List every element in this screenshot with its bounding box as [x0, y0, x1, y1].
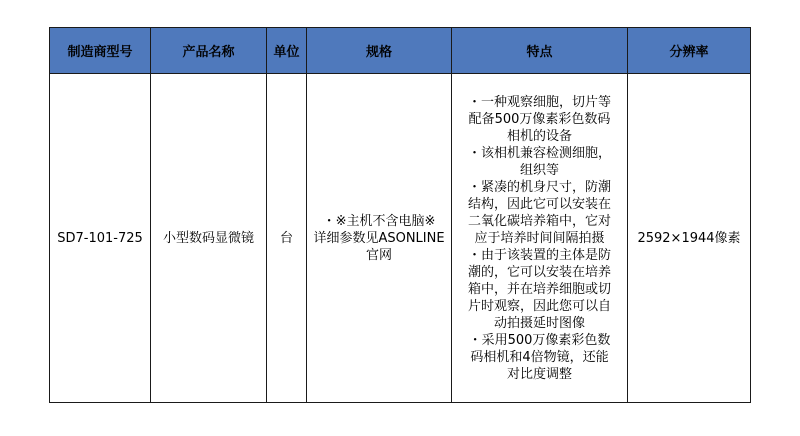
- table-header-row: [50, 28, 751, 74]
- feature-line: 配备500万像素彩色数码: [468, 111, 611, 127]
- feature-line: 二氧化碳培养箱中，它对: [467, 213, 611, 229]
- feature-line: 片时观察，因此您可以自: [467, 298, 611, 314]
- header-unit: 单位: [267, 28, 307, 74]
- cell-spec: [307, 74, 452, 403]
- feature-line: ・紧凑的机身尺寸，防潮: [467, 179, 611, 195]
- cell-product-name: 小型数码显微镜: [151, 74, 267, 403]
- feature-line: 结构，因此它可以安装在: [467, 196, 611, 212]
- product-spec-table: [49, 27, 751, 403]
- table-row: [50, 74, 751, 403]
- header-spec: 规格: [307, 28, 452, 74]
- header-features: 特点: [452, 28, 628, 74]
- spec-line: ・※主机不含电脑※: [322, 213, 436, 229]
- feature-line: ・由于该装置的主体是防: [467, 247, 611, 263]
- feature-line: 应于培养时间间隔拍摄: [474, 230, 605, 246]
- cell-resolution: 2592×1944像素: [628, 74, 751, 403]
- header-resolution: 分辨率: [628, 28, 751, 74]
- cell-features: [452, 74, 628, 403]
- spec-line: 详细参数见ASONLINE: [313, 230, 445, 246]
- feature-line: 码相机和4倍物镜，还能: [470, 349, 609, 365]
- feature-line: 组织等: [519, 162, 559, 178]
- header-model: 制造商型号: [50, 28, 151, 74]
- feature-line: ・一种观察细胞，切片等: [467, 94, 611, 110]
- feature-line: 箱中，并在培养细胞或切: [467, 281, 611, 297]
- feature-line: 相机的设备: [506, 128, 572, 144]
- feature-line: 对比度调整: [506, 366, 572, 382]
- header-product-name: 产品名称: [151, 28, 267, 74]
- feature-line: 动拍摄延时图像: [493, 315, 585, 331]
- spec-line: 官网: [365, 247, 392, 263]
- feature-line: ・该相机兼容检测细胞，: [467, 145, 611, 161]
- feature-line: ・采用500万像素彩色数: [468, 332, 611, 348]
- cell-model: SD7-101-725: [50, 74, 151, 403]
- cell-unit: 台: [267, 74, 307, 403]
- feature-line: 潮的，它可以安装在培养: [467, 264, 611, 280]
